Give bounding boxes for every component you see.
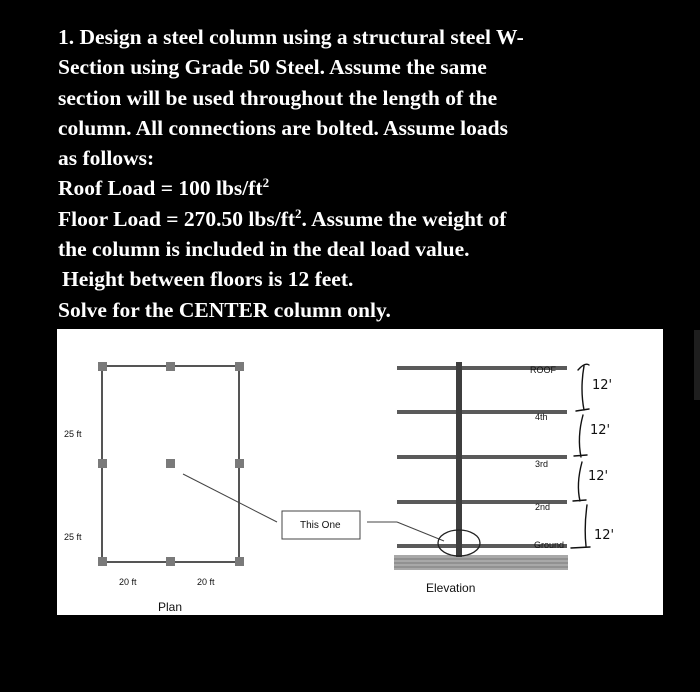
- elevation-title: Elevation: [426, 581, 476, 595]
- problem-statement: [58, 22, 658, 325]
- problem-line-1: 1. Design a steel column using a structural steel W-: [58, 25, 524, 49]
- height-value: 12': [590, 423, 611, 438]
- plan-view: [64, 362, 244, 614]
- height-value: 12': [594, 528, 615, 543]
- floor-load-exponent: 2: [295, 205, 302, 221]
- elevation-view: [394, 362, 568, 595]
- plan-column: [98, 557, 107, 566]
- roof-load-exponent: 2: [262, 175, 270, 191]
- height-bracket-3: [573, 462, 586, 501]
- center-column-elevation: [456, 362, 462, 557]
- level-2nd: 2nd: [535, 502, 551, 512]
- level-roof: ROOF: [530, 365, 556, 375]
- center-column-plan: [166, 459, 175, 468]
- level-3rd: 3rd: [535, 459, 549, 469]
- plan-column: [98, 459, 107, 468]
- height-value: 12': [588, 469, 609, 484]
- height-values: [588, 378, 614, 543]
- solve-line: Solve for the CENTER column only.: [58, 297, 391, 322]
- problem-line-2: Section using Grade 50 Steel. Assume the same: [58, 55, 487, 80]
- structure-figure: [57, 329, 663, 615]
- callout-label: This One: [300, 520, 341, 531]
- floor-load-text: Floor Load = 270.50 lbs/ft: [58, 206, 296, 231]
- problem-line-4: column. All connections are bolted. Assume loads: [58, 115, 508, 140]
- plan-dim-top: 25 ft: [64, 429, 82, 439]
- plan-dim-right: 20 ft: [197, 577, 215, 587]
- callout-leader-left: [183, 474, 277, 522]
- problem-line-5: as follows:: [58, 146, 155, 171]
- height-bracket-2: [574, 415, 587, 457]
- height-bracket-4: [571, 505, 590, 548]
- structure-diagram: [57, 329, 663, 615]
- problem-line-3: section will be used throughout the length of the: [58, 85, 498, 110]
- level-ground: Ground: [534, 540, 565, 550]
- floor-load-line: [58, 204, 658, 234]
- center-column-callout: [183, 474, 444, 541]
- plan-title: Plan: [158, 600, 183, 614]
- callout-leader-right: [397, 522, 444, 541]
- height-bracket-1: [576, 364, 589, 411]
- page-edge-strip: [694, 330, 700, 400]
- plan-column: [98, 362, 107, 371]
- floor-load-tail: . Assume the weight of: [301, 206, 507, 231]
- floor-height-line: Height between floors is 12 feet.: [62, 267, 354, 292]
- floor-beams: [397, 366, 567, 548]
- plan-column: [235, 459, 244, 468]
- plan-dim-left: 20 ft: [119, 577, 137, 587]
- plan-dim-bottom: 25 ft: [64, 532, 82, 542]
- roof-load-text: Roof Load = 100 lbs/ft: [58, 176, 263, 201]
- height-value: 12': [592, 378, 613, 393]
- roof-load-line: [58, 173, 658, 203]
- level-4th: 4th: [535, 412, 548, 422]
- plan-columns: [98, 362, 244, 566]
- plan-column: [166, 362, 175, 371]
- plan-column: [235, 557, 244, 566]
- plan-column: [166, 557, 175, 566]
- column-weight-line: the column is included in the deal load value.: [58, 237, 470, 262]
- height-dimension-marks: [571, 364, 590, 548]
- plan-column: [235, 362, 244, 371]
